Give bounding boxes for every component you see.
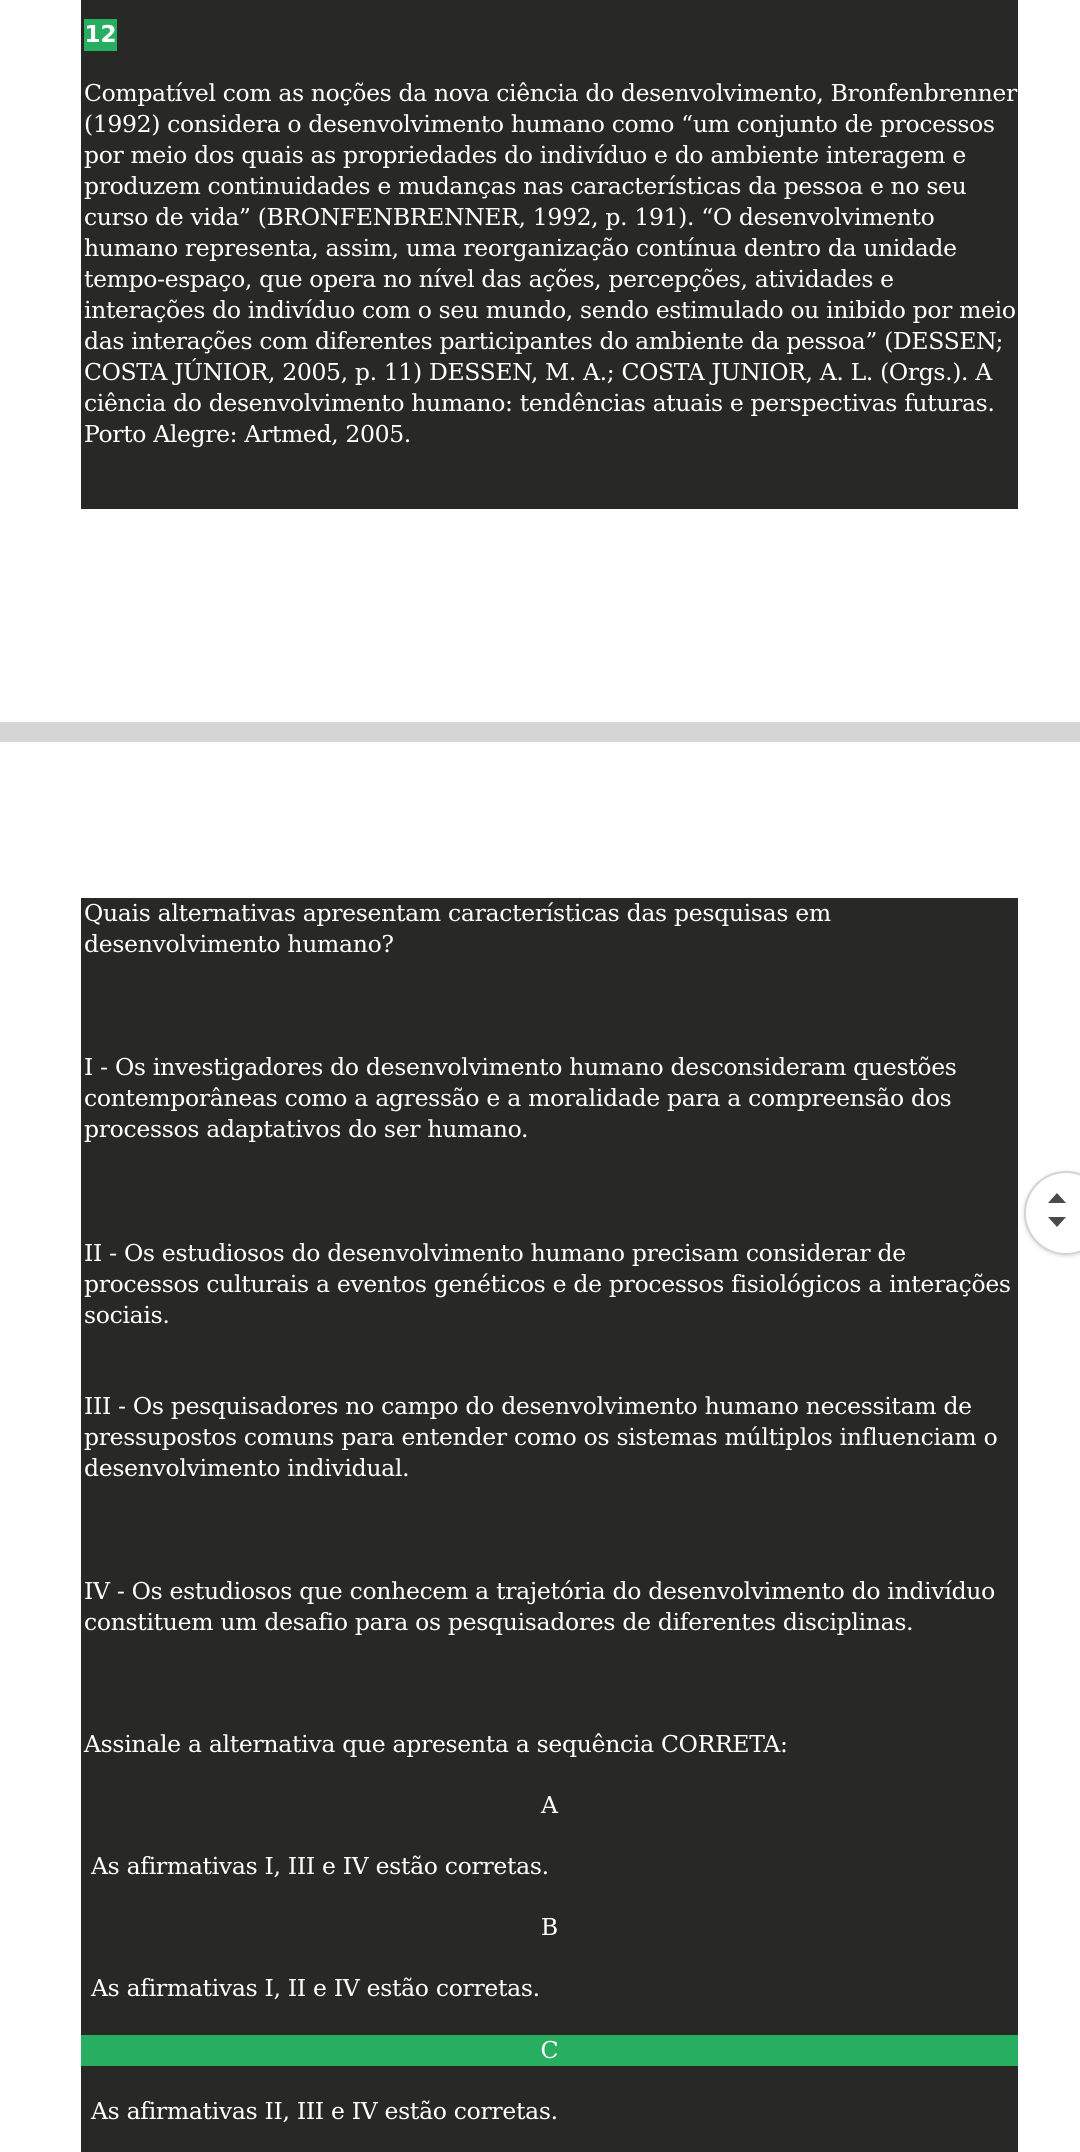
section-divider xyxy=(0,722,1080,742)
scroll-handle[interactable] xyxy=(1024,1171,1080,1255)
statement-iv: IV - Os estudiosos que conhecem a trajetória do desenvolvimento do indivíduo constituem um desafio para os pesquisadores de diferentes disciplinas. xyxy=(84,1577,995,1636)
statement-iii: III - Os pesquisadores no campo do desenvolvimento humano necessitam de pressupostos comuns para entender como os sistemas múltiplos influenciam o desenvolvimento individual. xyxy=(84,1392,998,1482)
statement-i: I - Os investigadores do desenvolvimento humano desconsideram questões contemporâneas como a agressão e a moralidade para a compreensão dos processos adaptativos do ser humano. xyxy=(84,1053,957,1143)
statement-ii: II - Os estudiosos do desenvolvimento humano precisam considerar de processos culturais a eventos genéticos e de processos fisiológicos a interações sociais. xyxy=(84,1239,1011,1329)
triangle-up-icon[interactable] xyxy=(1048,1193,1066,1203)
option-b-letter[interactable]: B xyxy=(540,1913,559,1941)
triangle-down-icon[interactable] xyxy=(1048,1217,1066,1227)
question-number-badge: 12 xyxy=(84,19,117,51)
option-a-letter[interactable]: A xyxy=(541,1791,558,1819)
question-context-text: Compatível com as noções da nova ciência do desenvolvimento, Bronfenbrenner (1992) considera o desenvolvimento humano como “um conjunto de processos por meio dos quais as propriedades do indivíduo e do ambiente interagem e produzem continuidades e mudanças nas características da pessoa e no seu curso de vida” (BRONFENBRENNER, 1992, p. 191). “O desenvolvimento humano representa, assim, uma reorganização contínua dentro da unidade tempo-espaço, que opera no nível das ações, percepções, atividades e interações do indivíduo com o seu mundo, sendo estimulado ou inibido por meio das interações com diferentes participantes do ambiente da pessoa” (DESSEN; COSTA JÚNIOR, 2005, p. 11) DESSEN, M. A.; COSTA JUNIOR, A. L. (Orgs.). A ciência do desenvolvimento humano: tendências atuais e perspectivas futuras. Porto Alegre: Artmed, 2005. xyxy=(84,79,1017,448)
option-a-text[interactable]: As afirmativas I, III e IV estão corretas. xyxy=(91,1852,549,1880)
instruction-text: Assinale a alternativa que apresenta a sequência CORRETA: xyxy=(84,1730,788,1758)
option-b-text[interactable]: As afirmativas I, II e IV estão corretas. xyxy=(91,1974,540,2002)
question-prompt: Quais alternativas apresentam características das pesquisas em desenvolvimento humano? xyxy=(84,899,831,958)
option-c-text[interactable]: As afirmativas II, III e IV estão corretas. xyxy=(91,2097,558,2125)
option-c-letter[interactable]: C xyxy=(81,2035,1018,2066)
